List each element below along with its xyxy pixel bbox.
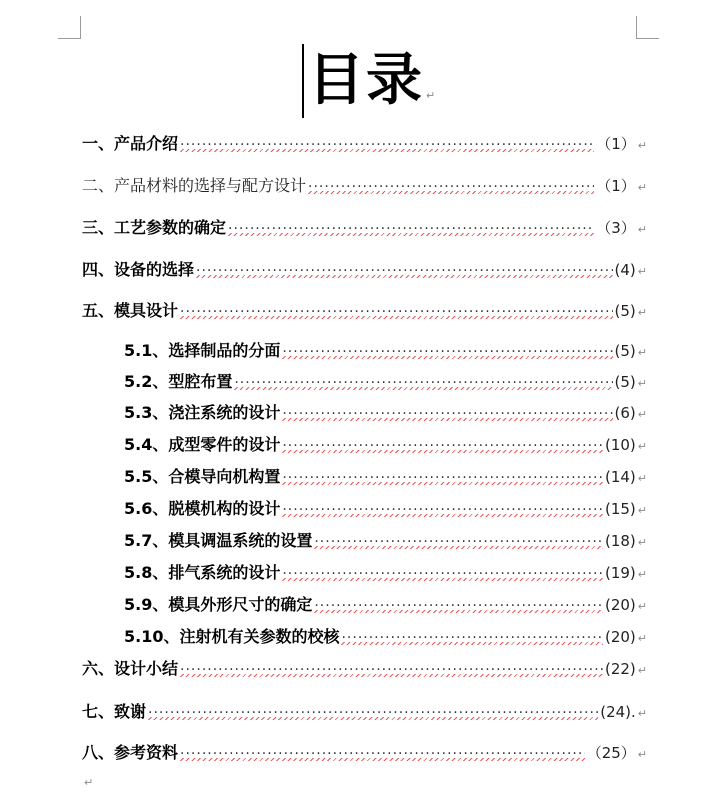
toc-entry-text: 二、产品材料的选择与配方设计 <box>82 176 307 195</box>
toc-page-number: （1） <box>596 135 636 153</box>
toc-entry-text: 八、参考资料 <box>82 743 179 762</box>
toc-subentry[interactable] <box>124 432 647 456</box>
toc-page-number: (5) <box>614 342 636 360</box>
toc-page-number: (19) <box>604 564 636 582</box>
paragraph-mark-icon: ↵ <box>637 748 647 761</box>
toc-leader-dots <box>180 304 613 320</box>
toc-entry-text: 5.2、型腔布置 <box>124 372 233 391</box>
toc-page-number: (4) <box>614 261 636 279</box>
paragraph-mark-icon: ↵ <box>637 408 647 421</box>
toc-entry[interactable] <box>82 699 647 723</box>
toc-page-number: (15) <box>604 500 636 518</box>
title-text: 目录 <box>308 48 424 113</box>
toc-page-number: (6) <box>614 404 636 422</box>
toc-entry-text: 5.1、选择制品的分面 <box>124 341 281 360</box>
toc-entry-text: 5.6、脱模机构的设计 <box>124 499 281 518</box>
toc-subentry[interactable] <box>124 624 647 648</box>
toc-subentry[interactable] <box>124 369 647 393</box>
toc-entry-text: 四、设备的选择 <box>82 260 195 279</box>
toc-entry[interactable] <box>82 215 647 239</box>
toc-leader-dots <box>282 406 612 422</box>
paragraph-mark-icon: ↵ <box>637 139 647 152</box>
paragraph-mark-icon: ↵ <box>637 707 647 720</box>
toc-page-number: （3） <box>596 219 636 237</box>
toc-leader-dots <box>228 221 594 237</box>
toc-leader-dots <box>308 179 594 195</box>
paragraph-mark-icon: ↵ <box>637 440 647 453</box>
paragraph-mark-icon: ↵ <box>637 536 647 549</box>
toc-subentry[interactable] <box>124 592 647 616</box>
toc-page-number: (18) <box>604 532 636 550</box>
toc-entry[interactable] <box>82 740 647 764</box>
paragraph-mark-icon: ↵ <box>84 776 94 789</box>
toc-entry-text: 五、模具设计 <box>82 301 179 320</box>
toc-subentry[interactable] <box>124 400 647 424</box>
toc-leader-dots <box>282 566 603 582</box>
toc-leader-dots <box>282 502 603 518</box>
toc-subentry[interactable] <box>124 464 647 488</box>
toc-entry[interactable] <box>82 298 647 322</box>
toc-entry-text: 5.3、浇注系统的设计 <box>124 403 281 422</box>
page-corner-top-right <box>636 16 659 39</box>
toc-page-number: (22) <box>604 660 636 678</box>
toc-leader-dots <box>180 662 603 678</box>
toc-leader-dots <box>180 746 585 762</box>
toc-page-number: (5) <box>614 302 636 320</box>
toc-entry[interactable] <box>82 257 647 281</box>
toc-page-number: (14) <box>604 468 636 486</box>
toc-entry-text: 七、致谢 <box>82 702 147 721</box>
toc-subentry[interactable] <box>124 560 647 584</box>
toc-subentry[interactable] <box>124 528 647 552</box>
paragraph-mark-icon: ↵ <box>637 346 647 359</box>
toc-entry-text: 六、设计小结 <box>82 659 179 678</box>
toc-subentry[interactable] <box>124 338 647 362</box>
toc-page-number: （25） <box>586 744 636 762</box>
toc-entry-text: 5.10、注射机有关参数的校核 <box>124 627 340 646</box>
toc-leader-dots <box>148 705 598 721</box>
toc-leader-dots <box>180 137 594 153</box>
toc-leader-dots <box>341 630 603 646</box>
toc-page-number: (20) <box>604 628 636 646</box>
document-title[interactable] <box>308 46 437 131</box>
toc-subentry[interactable] <box>124 496 647 520</box>
text-cursor <box>302 44 304 118</box>
toc-entry-text: 5.5、合模导向机构置 <box>124 467 281 486</box>
paragraph-mark-icon: ↵ <box>637 223 647 236</box>
toc-leader-dots <box>234 375 612 391</box>
toc-leader-dots <box>282 344 612 360</box>
toc-leader-dots <box>282 470 603 486</box>
toc-page-number: (10) <box>604 436 636 454</box>
paragraph-mark-icon: ↵ <box>637 306 647 319</box>
paragraph-mark-icon: ↵ <box>637 377 647 390</box>
paragraph-mark-icon: ↵ <box>637 568 647 581</box>
toc-entry-text: 一、产品介绍 <box>82 134 179 153</box>
toc-leader-dots <box>314 534 603 550</box>
toc-entry-text: 5.4、成型零件的设计 <box>124 435 281 454</box>
toc-page-number: （1） <box>596 177 636 195</box>
toc-entry-text: 三、工艺参数的确定 <box>82 218 227 237</box>
paragraph-mark-icon: ↵ <box>637 265 647 278</box>
toc-entry[interactable] <box>82 173 647 197</box>
paragraph-mark-icon: ↵ <box>637 181 647 194</box>
paragraph-mark-icon: ↵ <box>637 504 647 517</box>
toc-page-number: (5) <box>614 373 636 391</box>
paragraph-mark-icon: ↵ <box>637 600 647 613</box>
toc-entry-text: 5.7、模具调温系统的设置 <box>124 531 313 550</box>
toc-entry[interactable] <box>82 656 647 680</box>
page-corner-top-left <box>58 16 81 39</box>
toc-entry-text: 5.9、模具外形尺寸的确定 <box>124 595 313 614</box>
toc-page-number: (24). <box>600 703 636 721</box>
toc-entry-text: 5.8、排气系统的设计 <box>124 563 281 582</box>
paragraph-mark-icon: ↵ <box>426 89 438 102</box>
paragraph-mark-icon: ↵ <box>637 632 647 645</box>
toc-entry[interactable] <box>82 131 647 155</box>
toc-leader-dots <box>314 598 603 614</box>
paragraph-mark-icon: ↵ <box>637 472 647 485</box>
toc-leader-dots <box>196 263 613 279</box>
paragraph-mark-icon: ↵ <box>637 664 647 677</box>
toc-leader-dots <box>282 438 603 454</box>
toc-page-number: (20) <box>604 596 636 614</box>
